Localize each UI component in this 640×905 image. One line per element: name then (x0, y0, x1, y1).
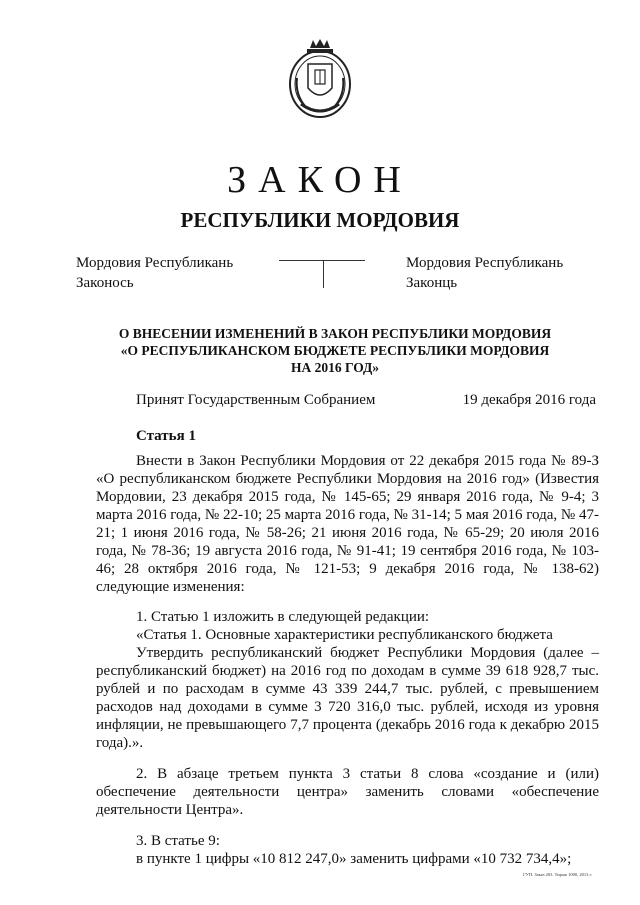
law-title (90, 325, 580, 376)
item-3-block (96, 832, 599, 868)
item-1-block (96, 608, 599, 752)
item-1-article-title: «Статья 1. Основные характеристики республиканского бюджета (136, 627, 553, 643)
header-divider-vertical (323, 260, 324, 288)
article-intro-paragraph: Внести в Закон Республики Мордовия от 22 декабря 2015 года № 89-З «О республиканском бюджете Республики Мордовия на 2016 год» (Известия Мордовии, 23 декабря 2015 года, № 145-65; 29 января 2016 года, № 9-4; 3 марта 2016 года, № 22-10; 25 марта 2016 года, № 31-14; 5 мая 2016 года, № 47-21; 1 июня 2016 года, № 58-26; 21 июня 2016 года, № 65-29; 20 июля 2016 года, № 78-36; 19 августа 2016 года, № 91-41; 19 сентября 2016 года, № 103-46; 28 октября 2016 года, № 121-53; 9 декабря 2016 года, № 138-62) следующие изменения: (96, 453, 599, 595)
item-2-paragraph: 2. В абзаце третьем пункта 3 статьи 8 слова «создание и (или) обеспечение деятельности центра» заменить словами «обеспечение деятельности Центра». (96, 766, 599, 818)
document-subtitle: РЕСПУБЛИКИ МОРДОВИЯ (180, 208, 460, 232)
item-1-heading: 1. Статью 1 изложить в следующей редакции: (136, 609, 430, 625)
coat-of-arms-emblem (287, 38, 353, 120)
law-title-line1: О ВНЕСЕНИИ ИЗМЕНЕНИЙ В ЗАКОН РЕСПУБЛИКИ МОРДОВИЯ (118, 326, 552, 341)
print-footer-note: ГУП. Заказ 203. Тираж 1000, 2013 г. (523, 872, 592, 877)
item-3-heading: 3. В статье 9: (136, 833, 220, 849)
item-1-paragraph: Утвердить республиканский бюджет Республики Мордовия (далее – республиканский бюджет) на 2016 год по доходам в сумме 39 618 928,7 тыс. рублей и по расходам в сумме 43 339 244,7 тыс. рублей, с превышением расходов над доходами в сумме 3 720 316,0 тыс. рублей, исходя из уровня инфляции, не превышающего 7,7 процента (декабрь 2016 года к декабрю 2015 года).». (96, 645, 599, 751)
law-title-line3: НА 2016 ГОД» (290, 360, 380, 375)
item-3-paragraph: в пункте 1 цифры «10 812 247,0» заменить цифрами «10 732 734,4»; (136, 851, 572, 867)
header-right-block (406, 253, 563, 293)
header-divider-horizontal (279, 260, 365, 261)
adopted-by: Принят Государственным Собранием (136, 392, 376, 408)
header-left-line2: Законось (76, 275, 134, 291)
law-title-line2: «О РЕСПУБЛИКАНСКОМ БЮДЖЕТЕ РЕСПУБЛИКИ МОРДОВИЯ (120, 343, 550, 358)
article-heading: Статья 1 (136, 428, 196, 444)
adopted-date: 19 декабря 2016 года (462, 392, 596, 408)
header-right-line1: Мордовия Республикань (406, 255, 564, 271)
item-2-block (96, 765, 599, 819)
document-title: ЗАКОН (227, 159, 413, 201)
header-right-line2: Законць (406, 275, 458, 291)
article-intro-block (96, 452, 599, 596)
header-left-block (76, 253, 233, 293)
header-left-line1: Мордовия Республикань (76, 255, 234, 271)
